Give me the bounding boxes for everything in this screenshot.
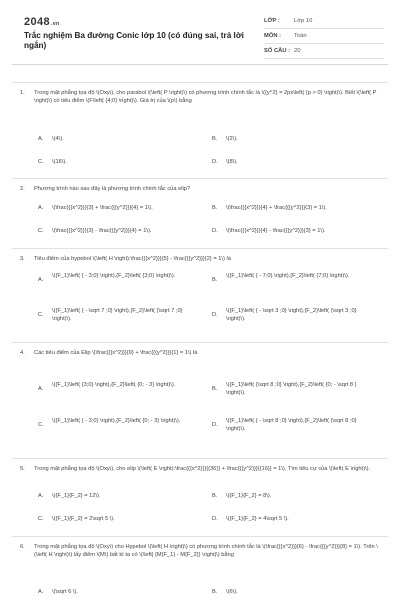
option-text: \({F_1}\left( { - 3;0} \right),{F_2}\left( {0; - 3} \right)\). [52, 418, 181, 424]
question-item [12, 458, 388, 537]
meta-label: SỐ CÂU : [264, 48, 291, 54]
question-item [12, 178, 388, 249]
site-logo[interactable]: 2048.vn [24, 16, 60, 28]
option-text: \(\sqrt 6 \). [52, 589, 78, 595]
option-letter: B. [212, 589, 218, 595]
question-item [12, 248, 388, 343]
option-letter: C. [38, 516, 44, 522]
option-text: \({F_1}\left( { - 3;0} \right),{F_2}\left( {3;0} \right)\). [52, 273, 176, 279]
option-letter: B. [212, 205, 218, 211]
meta-row-count [264, 44, 384, 59]
option-letter: A. [38, 277, 44, 283]
option-text: \(6\). [226, 589, 238, 595]
option-letter: C. [38, 422, 44, 428]
meta-table [264, 14, 384, 59]
meta-value: Lớp 10 [294, 18, 313, 24]
option-letter: C. [38, 159, 44, 165]
option-text: \({F_1}\left( { - \sqrt 7 ;0} \right),{F_2}\left( {\sqrt 7 ;0} \right)\). [52, 308, 183, 322]
option-letter: D. [212, 312, 218, 318]
option-text: \(\frac{{{x^2}}}{3} + \frac{{{y^2}}}{4} = 1\). [52, 205, 153, 211]
option-letter: A. [38, 493, 44, 499]
option-text: \(\frac{{{x^2}}}{4} - \frac{{{y^2}}}{3} = 1\). [226, 228, 326, 234]
question-number: 6. [20, 544, 25, 550]
option-text: \({F_1}{F_2} = 8\). [226, 493, 272, 499]
option-letter: C. [38, 228, 44, 234]
option-letter: D. [212, 422, 218, 428]
document-title: Trắc nghiệm Ba đường Conic lớp 10 (có đúng sai, trả lời ngắn) [24, 31, 244, 50]
option-letter: C. [38, 312, 44, 318]
question-text: Các tiêu điểm của Elip \(\frac{{{x^2}}}{9} + \frac{{{y^2}}}{1} = 1\) là [34, 350, 198, 356]
option-text: \(2\). [226, 136, 238, 142]
meta-row-class [264, 14, 384, 29]
option-text: \(16\). [52, 159, 67, 165]
question-number: 2. [20, 186, 25, 192]
option-text: \({F_1}{F_2} = 12\). [52, 493, 101, 499]
option-text: \({F_1}\left( { - \sqrt 8 ;0} \right),{F_2}\left( {\sqrt 8 ;0} \right)\). [226, 418, 357, 432]
question-text: Phương trình nào sau đây là phương trình chính tắc của elip? [34, 186, 191, 192]
meta-value: Toán [294, 33, 307, 39]
question-item [12, 536, 388, 601]
question-text: Trong mặt phẳng tọa độ \(Oxy\), cho elip \(\left( E \right):\frac{{{x^2}}}{{36}} + \frac{{{y^2}}}{{16}} = 1\). Tìm tiêu cự của \(\left( E \right)\). [34, 466, 371, 472]
question-number: 5. [20, 466, 25, 472]
question-number: 3. [20, 256, 25, 262]
meta-row-subject [264, 29, 384, 44]
option-text: \({F_1}\left( {\sqrt 8 ;0} \right),{F_2}\left( {0; - \sqrt 8 } \right)\). [226, 382, 357, 396]
option-letter: B. [212, 277, 218, 283]
option-letter: A. [38, 205, 44, 211]
option-text: \(4\). [52, 136, 64, 142]
meta-value: 20 [294, 48, 301, 54]
question-number: 4. [20, 350, 25, 356]
option-letter: B. [212, 493, 218, 499]
option-letter: A. [38, 386, 44, 392]
question-text: Trong mặt phẳng tọa độ \(Oxy\) cho Hypebol \(\left( H \right)\) có phương trình chính tắc là \(\frac{{{x^2}}}{6} - \frac{{{y^2}}}{8} = 1\). Trên \(\left( H \right)\) lấy điểm \(M\) bất kì ta có \(\left| {M{F_1} - M{F_2}} \right|\) bằng [34, 544, 378, 558]
option-letter: A. [38, 589, 44, 595]
meta-label: MÔN : [264, 33, 282, 39]
question-number: 1. [20, 90, 25, 96]
option-text: \({F_1}\left( { - 7;0} \right),{F_2}\left( {7;0} \right)\). [226, 273, 350, 279]
meta-label: LỚP : [264, 18, 280, 24]
option-letter: D. [212, 228, 218, 234]
option-text: \({F_1}\left( { - \sqrt 3 ;0} \right),{F_2}\left( {\sqrt 3 ;0} \right)\). [226, 308, 357, 322]
question-item [12, 342, 388, 459]
option-text: \({F_1}\left( {3;0} \right),{F_2}\left( {0; - 3} \right)\). [52, 382, 176, 388]
question-item [12, 82, 388, 179]
worksheet-page [12, 8, 388, 595]
option-letter: B. [212, 386, 218, 392]
option-text: \(8\). [226, 159, 238, 165]
question-text: Trong mặt phẳng tọa độ \(Oxy\), cho parabol \(\left( P \right)\) có phương trình chính tắc là \({y^2} = 2px\left( {p > 0} \right)\). Biết \(\left( P \right)\) có tiêu điểm \(F\left( {4;0} \right)\). Giá trị của \(p\) bằng [34, 90, 377, 104]
option-letter: B. [212, 136, 218, 142]
option-letter: D. [212, 516, 218, 522]
option-letter: D. [212, 159, 218, 165]
option-letter: A. [38, 136, 44, 142]
question-text: Tiêu điểm của hypebol \(\left( H \right):\frac{{{x^2}}}{5} - \frac{{{y^2}}}{2} = 1\) là [34, 256, 231, 262]
option-text: \({F_1}{F_2} = 4\sqrt 5 \). [226, 516, 289, 522]
option-text: \({F_1}{F_2} = 2\sqrt 5 \). [52, 516, 115, 522]
worksheet-header [12, 8, 388, 65]
option-text: \(\frac{{{x^2}}}{4} + \frac{{{y^2}}}{3} = 1\). [226, 205, 327, 211]
option-text: \(\frac{{{x^2}}}{3} - \frac{{{y^2}}}{4} = 1\). [52, 228, 152, 234]
